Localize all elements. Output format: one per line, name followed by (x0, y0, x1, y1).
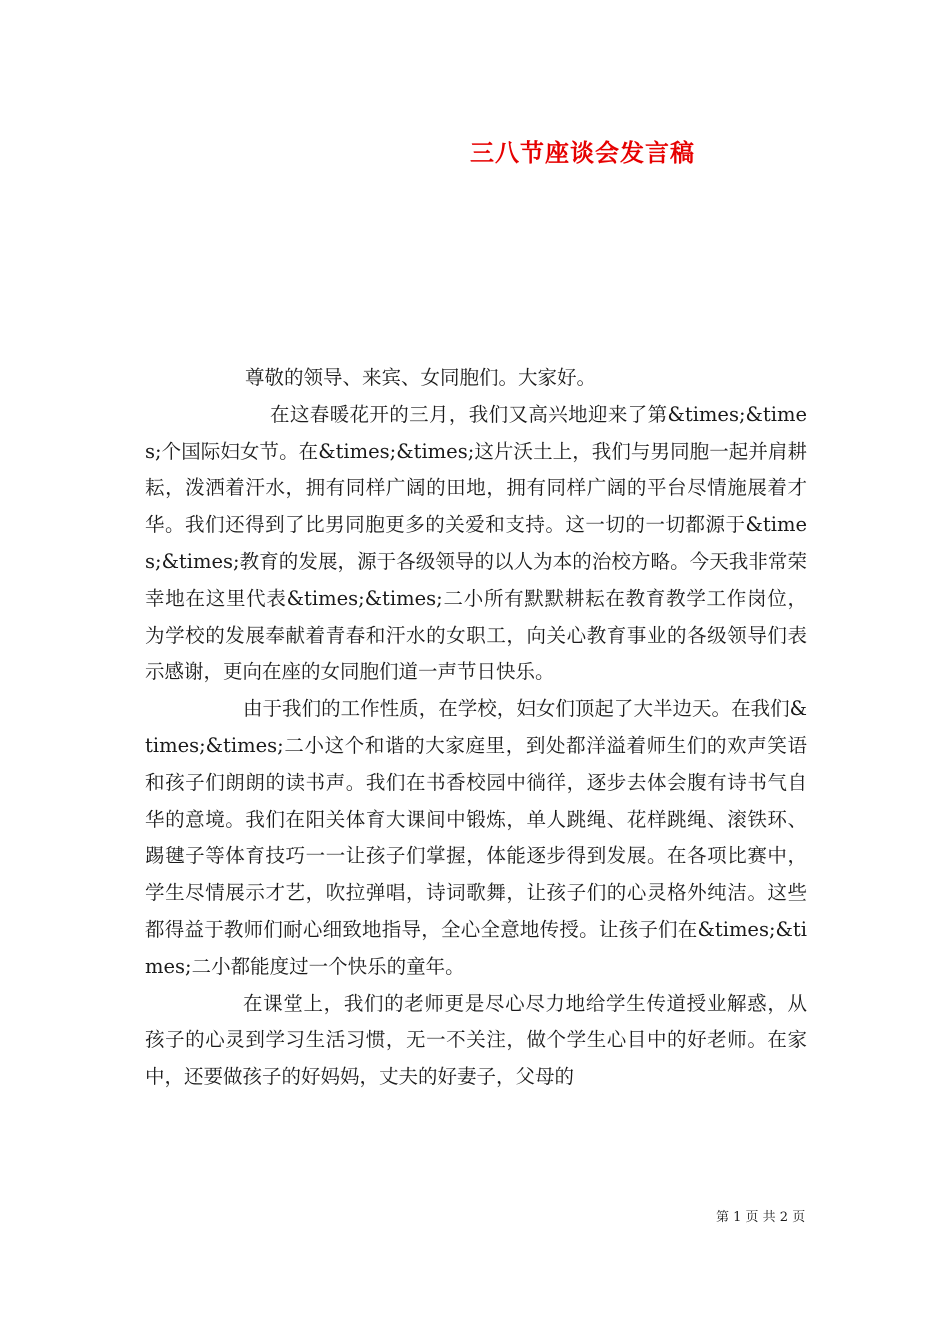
body-paragraph: 在课堂上，我们的老师更是尽心尽力地给学生传道授业解惑，从孩子的心灵到学习生活习惯，无一不关注，做个学生心目中的好老师。在家中，还要做孩子的好妈妈，丈夫的好妻子，父母的 (145, 991, 807, 1089)
salutation-paragraph: 尊敬的领导、来宾、女同胞们。大家好。 (245, 366, 597, 389)
document-body (145, 360, 807, 1096)
body-paragraph: 由于我们的工作性质，在学校，妇女们顶起了大半边天。在我们&times;&times;二小这个和谐的大家庭里，到处都洋溢着师生们的欢声笑语和孩子们朗朗的读书声。我们在书香校园中徜徉，逐步去体会腹有诗书气自华的意境。我们在阳关体育大课间中锻炼，单人跳绳、花样跳绳、滚铁环、踢毽子等体育技巧一一让孩子们掌握，体能逐步得到发展。在各项比赛中，学生尽情展示才艺，吹拉弹唱，诗词歌舞，让孩子们的心灵格外纯洁。这些都得益于教师们耐心细致地指导，全心全意地传授。让孩子们在&times;&times;二小都能度过一个快乐的童年。 (145, 697, 807, 978)
page-number-footer: 第 1 页 共 2 页 (716, 1210, 806, 1225)
page-title: 三八节座谈会发言稿 (470, 138, 695, 167)
body-paragraph: 在这春暖花开的三月，我们又高兴地迎来了第&times;&times;个国际妇女节。在&times;&times;这片沃土上，我们与男同胞一起并肩耕耘，泼洒着汗水，拥有同样广阔的田地，拥有同样广阔的平台尽情施展着才华。我们还得到了比男同胞更多的关爱和支持。这一切的一切都源于&times;&times;教育的发展，源于各级领导的以人为本的治校方略。今天我非常荣幸地在这里代表&times;&times;二小所有默默耕耘在教育教学工作岗位，为学校的发展奉献着青春和汗水的女职工，向关心教育事业的各级领导们表示感谢，更向在座的女同胞们道一声节日快乐。 (145, 402, 807, 684)
